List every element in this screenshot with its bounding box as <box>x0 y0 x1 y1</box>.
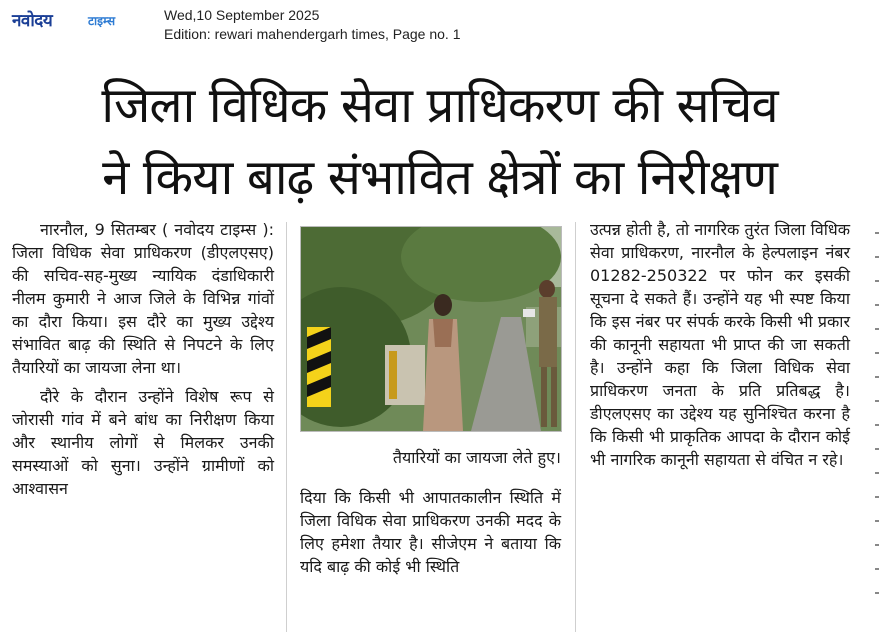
news-photo <box>300 226 562 432</box>
column-divider-1 <box>286 222 287 632</box>
newspaper-logo <box>12 8 142 34</box>
column-3-paragraph-1: उत्पन्न होती है, तो नागरिक तुरंत जिला विधिक सेवा प्राधिकरण, नारनौल के हेल्पलाइन नंबर 01282-250322 पर फोन कर इसकी सूचना दे सकते हैं। उन्होंने यह भी स्पष्ट किया कि इस नंबर पर संपर्क करके किसी भी प्रकार की कानूनी सहायता भी प्राप्त की जा सकती है। उन्होंने कहा कि जिला विधिक सेवा प्राधिकरण जनता के प्रति प्रतिबद्ध है। डीएलएसए का उद्देश्य यह सुनिश्चित करना है कि किसी भी प्राकृतिक आपदा के दौरान कोई भी नागरिक कानूनी सहायता से वंचित न रहे। <box>590 220 850 469</box>
column-1-paragraph-1: नारनौल, 9 सितम्बर ( नवोदय टाइम्स ): जिला विधिक सेवा प्राधिकरण (डीएलएसए) की सचिव-सह-मुख्य न्यायिक दंडाधिकारी नीलम कुमारी ने आज जिले के विभिन्न गांवों का दौरा किया। इस दौरे का मुख्य उद्देश्य संभावित बाढ़ की स्थिति से निपटने के लिए तैयारियों का जायजा लेना था। <box>12 220 274 377</box>
edition-details: Edition: rewari mahendergarh times, Page no. 1 <box>164 26 461 42</box>
article-column-1 <box>12 218 274 500</box>
article-column-3 <box>590 218 850 471</box>
photo-caption: तैयारियों का जायजा लेते हुए। <box>392 448 561 467</box>
column-divider-2 <box>575 222 576 632</box>
logo-sub-text: टाइम्स <box>88 14 116 28</box>
article-headline <box>0 70 879 214</box>
column-2-paragraph-1: दिया कि किसी भी आपातकालीन स्थिति में जिला विधिक सेवा प्राधिकरण उनकी मदद के लिए हमेशा तैयार है। सीजेएम ने बताया कि यदि बाढ़ की कोई भी स्थिति <box>300 488 561 576</box>
headline-line-1: जिला विधिक सेवा प्राधिकरण की सचिव <box>101 77 778 134</box>
edition-date: Wed,10 September 2025 <box>164 7 320 23</box>
headline-line-2: ने किया बाढ़ संभावित क्षेत्रों का निरीक्षण <box>102 149 777 206</box>
page-edge-marks <box>873 222 879 622</box>
edition-info <box>164 6 461 44</box>
article-column-2 <box>300 486 561 578</box>
logo-main-text: नवोदय <box>12 11 53 31</box>
photo-illustration <box>301 227 561 431</box>
column-1-paragraph-2: दौरे के दौरान उन्होंने विशेष रूप से जोरासी गांव में बने बांध का निरीक्षण किया और स्थानीय लोगों से मिलकर उनकी समस्याओं को सुना। उन्होंने ग्रामीणों को आश्वासन <box>12 387 274 498</box>
